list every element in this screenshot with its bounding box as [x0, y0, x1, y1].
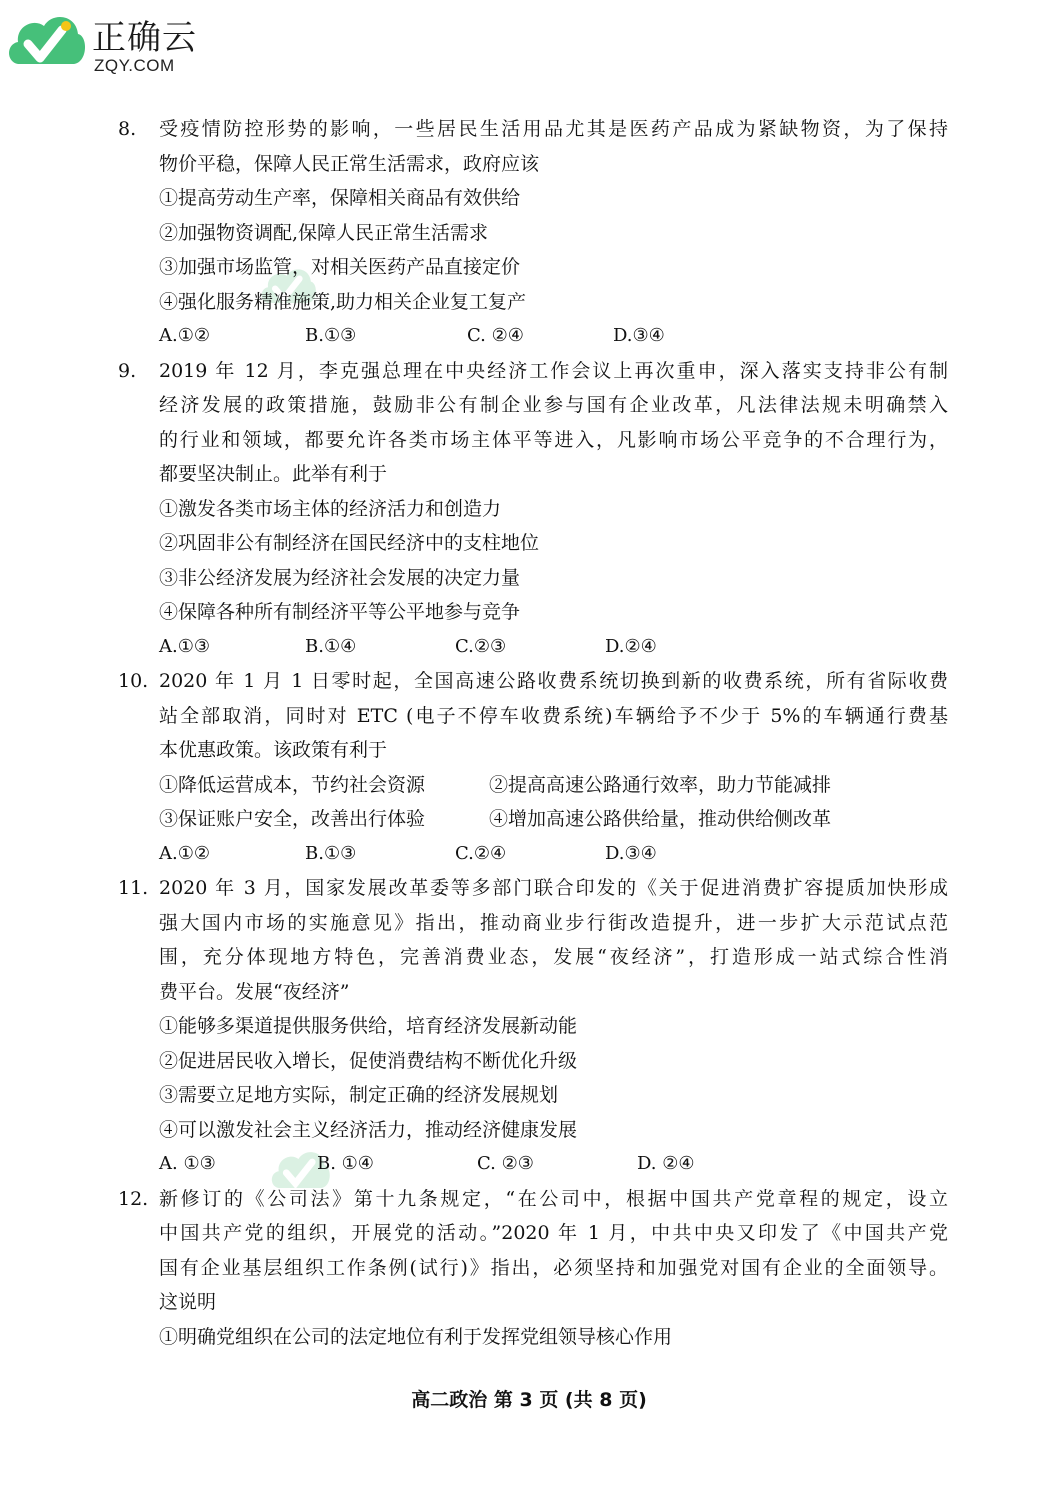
option-statement: ①降低运营成本，节约社会资源	[159, 773, 426, 796]
question-12	[118, 1182, 948, 1355]
stem-line: 本优惠政策。该政策有利于	[159, 739, 388, 761]
choice-b: B.①④	[305, 635, 357, 657]
question-number: 10.	[118, 670, 149, 692]
stem-line: 的行业和领域，都要允许各类市场主体平等进入，凡影响市场公平竞争的不合理行为，	[159, 428, 948, 451]
choice-d: D.②④	[605, 635, 657, 657]
answer-choices	[159, 837, 948, 872]
option-statement: ②加强物资调配,保障人民正常生活需求	[159, 221, 489, 244]
option-statement: ③需要立足地方实际，制定正确的经济发展规划	[159, 1084, 559, 1106]
stem-line: 经济发展的政策措施，鼓励非公有制企业参与国有企业改革，凡法律法规未明确禁入	[159, 394, 948, 416]
stem-line: 受疫情防控形势的影响，一些居民生活用品尤其是医药产品成为紧缺物资，为了保持	[159, 118, 948, 140]
stem-line: 都要坚决制止。此举有利于	[159, 463, 388, 485]
option-row	[159, 768, 948, 803]
option-statement: ④增加高速公路供给量，推动供给侧改革	[489, 808, 832, 830]
choice-d: D. ②④	[637, 1153, 695, 1174]
choice-c: C.②④	[455, 842, 507, 864]
logo-name: 正确云	[92, 18, 197, 58]
stem-line: 中国共产党的组织，开展党的活动。”2020 年 1 月，中共中央又印发了《中国共产党	[159, 1222, 948, 1244]
question-number: 8.	[118, 118, 137, 140]
option-row	[159, 802, 948, 837]
choice-c: C. ②③	[477, 1153, 534, 1174]
choice-c: C. ②④	[467, 325, 524, 346]
stem-line: 费平台。发展“夜经济”	[159, 980, 350, 1003]
answer-choices	[159, 630, 948, 665]
stem-line: 2020 年 1 月 1 日零时起，全国高速公路收费系统切换到新的收费系统，所有省际收费	[159, 670, 948, 692]
logo-url: ZQY.COM	[94, 56, 175, 75]
stem-line: 站全部取消，同时对 ETC (电子不停车收费系统)车辆给予不少于 5%的车辆通行费基	[159, 704, 948, 727]
choice-a: A.①③	[159, 635, 210, 657]
choice-b: B.①③	[305, 842, 357, 864]
stem-line: 2019 年 12 月，李克强总理在中央经济工作会议上再次重申，深入落实支持非公有制	[159, 359, 948, 382]
option-statement: ④可以激发社会主义经济活力，推动经济健康发展	[159, 1118, 578, 1141]
brand-logo	[4, 4, 204, 84]
stem-line: 2020 年 3 月，国家发展改革委等多部门联合印发的《关于促进消费扩容提质加快形成	[159, 877, 948, 899]
option-statement: ③保证账户安全，改善出行体验	[159, 808, 426, 830]
stem-line: 新修订的《公司法》第十九条规定，“在公司中，根据中国共产党章程的规定，设立	[159, 1187, 948, 1210]
option-statement: ③加强市场监管，对相关医药产品直接定价	[159, 256, 521, 278]
question-10	[118, 664, 948, 871]
stem-line: 这说明	[159, 1291, 217, 1313]
option-statement: ①激发各类市场主体的经济活力和创造力	[159, 497, 502, 520]
question-list	[118, 112, 948, 1354]
choice-a: A. ①③	[159, 1153, 216, 1174]
choice-b: B.①③	[305, 325, 357, 346]
option-statement: ②促进居民收入增长，促使消费结构不断优化升级	[159, 1049, 578, 1072]
choice-c: C.②③	[455, 635, 507, 657]
stem-line: 物价平稳，保障人民正常生活需求，政府应该	[159, 152, 540, 175]
stem-line: 强大国内市场的实施意见》指出，推动商业步行街改造提升，进一步扩大示范试点范	[159, 911, 948, 934]
choice-a: A.①②	[159, 325, 210, 346]
option-statement: ③非公经济发展为经济社会发展的决定力量	[159, 566, 521, 589]
choice-a: A.①②	[159, 842, 210, 864]
checkmark-cloud-icon	[4, 4, 88, 82]
question-11	[118, 871, 948, 1182]
question-number: 9.	[118, 359, 137, 382]
stem-line: 国有企业基层组织工作条例(试行)》指出，必须坚持和加强党对国有企业的全面领导。	[159, 1256, 948, 1279]
option-statement: ②巩固非公有制经济在国民经济中的支柱地位	[159, 532, 540, 554]
choice-d: D.③④	[605, 842, 657, 864]
option-statement: ①明确党组织在公司的法定地位有利于发挥党组领导核心作用	[159, 1325, 673, 1348]
choice-b: B. ①④	[317, 1153, 374, 1174]
choice-d: D.③④	[613, 325, 665, 346]
answer-choices	[159, 1147, 948, 1182]
option-statement: ④强化服务精准施策,助力相关企业复工复产	[159, 290, 527, 313]
option-statement: ②提高高速公路通行效率，助力节能减排	[489, 773, 832, 796]
option-statement: ①提高劳动生产率，保障相关商品有效供给	[159, 187, 521, 209]
question-number: 12.	[118, 1187, 149, 1210]
option-statement: ④保障各种所有制经济平等公平地参与竞争	[159, 601, 521, 623]
page-footer: 高二政治 第 3 页 (共 8 页)	[411, 1389, 647, 1411]
question-8	[118, 112, 948, 354]
stem-line: 围，充分体现地方特色，完善消费业态，发展“夜经济”，打造形成一站式综合性消	[159, 946, 948, 968]
option-statement: ①能够多渠道提供服务供给，培育经济发展新动能	[159, 1015, 578, 1037]
answer-choices	[159, 319, 948, 354]
question-number: 11.	[118, 877, 149, 899]
question-9	[118, 354, 948, 665]
